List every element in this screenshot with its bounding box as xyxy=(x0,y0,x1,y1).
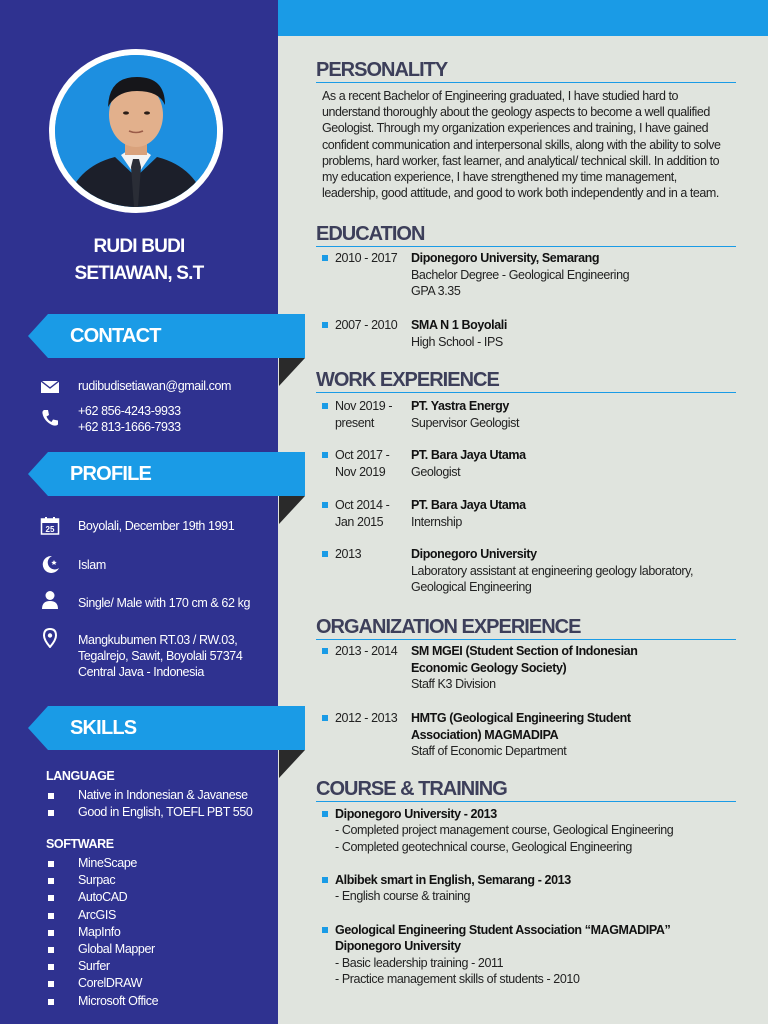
date-line: Jan 2015 xyxy=(335,514,384,529)
address-line: Mangkubumen RT.03 / RW.03, xyxy=(78,633,238,647)
personality-line: understand thoroughly about the geology aspects to become a well qualified xyxy=(322,105,710,120)
software-item: AutoCAD xyxy=(46,889,158,906)
contact-heading: CONTACT xyxy=(70,325,161,347)
religion-text: Islam xyxy=(78,558,106,572)
skills-heading: SKILLS xyxy=(70,717,137,739)
entry-title: SMA N 1 Boyolali xyxy=(411,318,507,332)
entry-title: HMTG (Geological Engineering Student xyxy=(411,711,631,725)
phone-text xyxy=(78,403,181,435)
name-line: RUDI BUDI xyxy=(93,236,185,257)
course-item xyxy=(322,922,742,987)
date-line: Nov 2019 xyxy=(335,464,386,479)
software-item: MapInfo xyxy=(46,924,158,941)
software-item: CorelDRAW xyxy=(46,975,158,992)
top-accent-bar xyxy=(278,0,768,36)
entry-detail: Laboratory assistant at engineering geology laboratory, xyxy=(411,563,694,578)
entry-date xyxy=(335,497,405,530)
entry-date: 2013 - 2014 xyxy=(335,644,398,658)
language-heading: LANGUAGE xyxy=(46,769,115,783)
crescent-moon-icon xyxy=(40,554,60,574)
birth-text: Boyolali, December 19th 1991 xyxy=(78,519,235,533)
address-text xyxy=(78,632,242,680)
email-text: rudibudisetiawan@gmail.com xyxy=(78,379,232,393)
date-line: present xyxy=(335,415,374,430)
entry-detail: Staff K3 Division xyxy=(411,677,496,691)
entry-title: PT. Yastra Energy xyxy=(411,399,509,413)
bullet-square xyxy=(322,403,328,409)
location-pin-icon xyxy=(40,628,60,648)
status-text: Single/ Male with 170 cm & 62 kg xyxy=(78,596,251,610)
banner-fold xyxy=(279,750,305,778)
banner-fold xyxy=(279,358,305,386)
address-line: Tegalrejo, Sawit, Boyolali 57374 xyxy=(78,649,243,663)
phone-icon xyxy=(40,408,60,428)
bullet-square xyxy=(322,551,328,557)
software-item: Microsoft Office xyxy=(46,993,158,1010)
personality-line: confident communication and interpersonal skills, along with the ability to solve xyxy=(322,137,721,152)
personality-line: problems, hard worker, fast learner, and analytical/ technical skill. In addition to xyxy=(322,153,720,168)
section-divider xyxy=(316,82,736,83)
bullet-square xyxy=(322,452,328,458)
course-detail: - Practice management skills of students - 2010 xyxy=(335,971,580,986)
software-item: MineScape xyxy=(46,855,158,872)
work-heading: WORK EXPERIENCE xyxy=(316,369,499,391)
course-detail: - Completed geotechnical course, Geological Engineering xyxy=(335,839,632,854)
personality-line: my education experience, I have strengthened my time management, xyxy=(322,170,677,185)
date-line: Oct 2017 - xyxy=(335,448,390,462)
course-detail: - Basic leadership training - 2011 xyxy=(335,955,504,970)
section-divider xyxy=(316,246,736,247)
entry-date: 2010 - 2017 xyxy=(335,251,398,265)
software-list xyxy=(46,855,158,1010)
education-heading: EDUCATION xyxy=(316,223,425,245)
personality-text xyxy=(322,88,746,201)
phone-number: +62 856-4243-9933 xyxy=(78,404,181,418)
bullet-square xyxy=(322,715,328,721)
banner-fold xyxy=(279,496,305,524)
entry-title: PT. Bara Jaya Utama xyxy=(411,498,526,512)
language-list xyxy=(46,787,252,821)
calendar-day: 25 xyxy=(45,525,55,534)
software-item: Global Mapper xyxy=(46,941,158,958)
course-item xyxy=(322,806,742,855)
bullet-square xyxy=(322,255,328,261)
entry-detail: Geologist xyxy=(411,464,461,479)
bullet-square xyxy=(322,648,328,654)
course-detail: - English course & training xyxy=(335,889,471,904)
personality-line: As a recent Bachelor of Engineering graduated, I have studied hard to xyxy=(322,89,679,103)
bullet-square xyxy=(322,877,328,883)
phone-number: +62 813-1666-7933 xyxy=(78,420,181,434)
course-title: Diponegoro University - 2013 xyxy=(335,807,497,821)
software-item: ArcGIS xyxy=(46,907,158,924)
profile-photo xyxy=(55,55,217,207)
entry-date: 2012 - 2013 xyxy=(335,711,398,725)
personality-line: Geologist. Through my organization experiences and training, I have gained xyxy=(322,121,709,136)
bullet-square xyxy=(322,927,328,933)
entry-title: Diponegoro University xyxy=(411,547,537,561)
entry-detail: Supervisor Geologist xyxy=(411,415,520,430)
entry-detail: Staff of Economic Department xyxy=(411,744,567,758)
language-item: Good in English, TOEFL PBT 550 xyxy=(46,804,252,821)
organization-heading: ORGANIZATION EXPERIENCE xyxy=(316,616,581,638)
bullet-square xyxy=(322,811,328,817)
personality-heading: PERSONALITY xyxy=(316,59,448,81)
course-title: Diponegoro University xyxy=(335,939,461,954)
entry-detail: Internship xyxy=(411,514,462,529)
entry-detail: Geological Engineering xyxy=(411,580,532,594)
entry-title: PT. Bara Jaya Utama xyxy=(411,448,526,462)
entry-detail: GPA 3.35 xyxy=(411,284,461,298)
software-item: Surfer xyxy=(46,958,158,975)
bullet-square xyxy=(322,502,328,508)
section-divider xyxy=(316,392,736,393)
section-divider xyxy=(316,639,736,640)
course-heading: COURSE & TRAINING xyxy=(316,778,507,800)
entry-title: Association) MAGMADIPA xyxy=(411,727,559,742)
personality-line: leadership, good attitude, and good to work both independently and in a team. xyxy=(322,186,719,201)
person-icon xyxy=(40,590,60,610)
person-name xyxy=(0,233,278,287)
entry-title: Economic Geology Society) xyxy=(411,660,567,675)
language-item: Native in Indonesian & Javanese xyxy=(46,787,252,804)
entry-date: 2007 - 2010 xyxy=(335,318,398,332)
bullet-square xyxy=(322,322,328,328)
course-detail: - Completed project management course, Geological Engineering xyxy=(335,823,674,838)
date-line: Nov 2019 - xyxy=(335,399,393,413)
name-line: SETIAWAN, S.T xyxy=(74,263,204,284)
entry-title: SM MGEI (Student Section of Indonesian xyxy=(411,644,638,658)
envelope-icon xyxy=(40,377,60,397)
entry-detail: Bachelor Degree - Geological Engineering xyxy=(411,267,630,282)
profile-heading: PROFILE xyxy=(70,463,152,485)
course-title: Albibek smart in English, Semarang - 2013 xyxy=(335,873,571,887)
entry-title: Diponegoro University, Semarang xyxy=(411,251,600,265)
calendar-icon xyxy=(40,516,60,536)
entry-date: 2013 xyxy=(335,547,362,561)
course-item xyxy=(322,872,742,905)
entry-date xyxy=(335,398,405,431)
entry-detail: High School - IPS xyxy=(411,334,503,349)
software-heading: SOFTWARE xyxy=(46,837,114,851)
date-line: Oct 2014 - xyxy=(335,498,390,512)
entry-date xyxy=(335,447,405,480)
address-line: Central Java - Indonesia xyxy=(78,665,204,679)
section-divider xyxy=(316,801,736,802)
course-title: Geological Engineering Student Association “MAGMADIPA” xyxy=(335,923,671,937)
software-item: Surpac xyxy=(46,872,158,889)
